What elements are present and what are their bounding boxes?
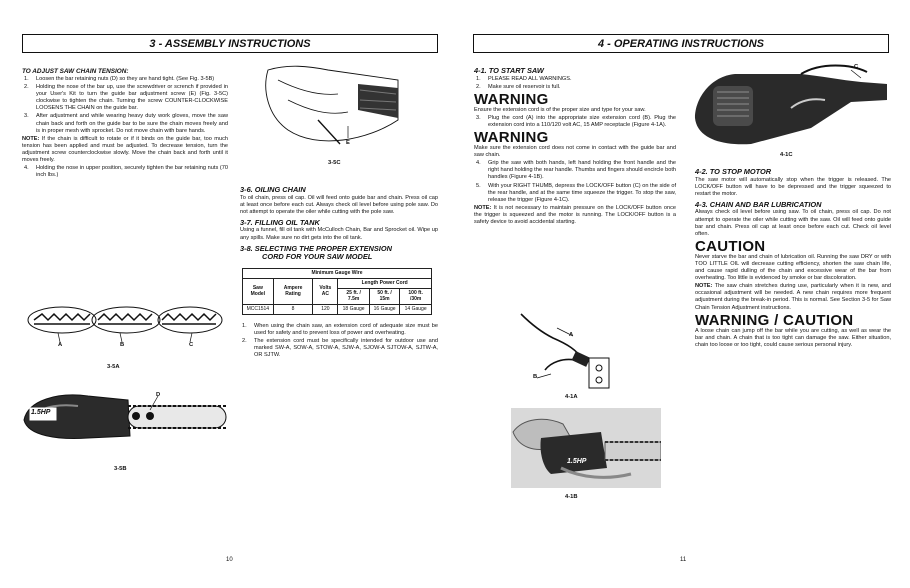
figure-caption-4-1a: 4-1A <box>565 394 578 400</box>
figure-caption-3-5c: 3-5C <box>328 160 341 166</box>
label-c: C <box>854 64 859 70</box>
page-number: 11 <box>680 557 687 563</box>
table-header: Saw Model <box>243 278 274 304</box>
table-header: Volts AC <box>313 278 338 304</box>
figure-caption-4-1b: 4-1B <box>565 494 578 500</box>
table-header: Length Power Cord <box>338 278 432 288</box>
table-header: 100 ft. /30m <box>400 288 432 304</box>
caution-text: Never starve the bar and chain of lubrication oil. Running the saw DRY or with TOO LITTLE OIL will decrease cutting efficiency, shorten the saw chain life, and cause rapid dulling of the chain and excessive wear of the bar from overheating. Too little is evidenced by smoke or bar discoloration. <box>695 253 891 282</box>
warning-caution-heading: WARNING / CAUTION <box>695 311 854 329</box>
saw-brand-label: 1.5HP <box>31 409 51 416</box>
start-saw-title: 4-1. TO START SAW <box>474 66 544 75</box>
table-caption: Minimum Gauge Wire <box>243 268 432 278</box>
table-cell: 14 Gauge <box>400 304 432 314</box>
figure-caption-4-1c: 4-1C <box>780 152 793 158</box>
cord-title: 3-8. SELECTING THE PROPER EXTENSION CORD FOR YOUR SAW MODEL <box>240 243 392 262</box>
gauge-table <box>242 268 432 315</box>
list-item: 3. Plug the cord (A) into the appropriate size extension cord (B). Plug the extension cord into a 110/120 volt AC, 15 AMP receptacle (Figure 4-1A). <box>476 114 676 128</box>
oiling-text: To oil chain, press oil cap. Oil will feed onto guide bar and chain. Press oil cap at least once before each cut. Always check oil level before using pole saw. Do not attempt to operate the oiler while cutting with the pole saw. <box>240 194 438 215</box>
start-saw-column <box>474 64 676 227</box>
stop-motor-column <box>695 165 891 350</box>
table-header: Ampere Rating <box>273 278 313 304</box>
section-header-assembly: 3 - ASSEMBLY INSTRUCTIONS <box>22 34 438 53</box>
filling-text: Using a funnel, fill oil tank with McCulloch Chain, Bar and Sprocket oil. Wipe up any spills. Make sure no dirt gets into the oil tank. <box>240 227 438 241</box>
list-item: 4. Grip the saw with both hands, left hand holding the front handle and the right hand holding the rear handle. Thumbs and fingers should encircle both handles (Figure 4-1B). <box>476 160 676 181</box>
table-row <box>243 304 432 314</box>
warning-heading: WARNING <box>474 129 549 147</box>
label-a: A <box>569 332 574 338</box>
label-a: A <box>58 342 63 348</box>
adjust-note: NOTE: If the chain is difficult to rotate or if it binds on the guide bar, too much tension has been applied and must be adjusted. To decrease tension, turn the adjustment screw counterclockwise slowly. Move the chain back and forth until it moves freely. <box>22 135 228 164</box>
label-e: E <box>346 140 350 146</box>
figure-caption-3-5a: 3-5A <box>107 364 120 370</box>
table-cell: MCC1514 <box>243 304 274 314</box>
page-right <box>455 0 910 588</box>
warning-heading: WARNING <box>474 90 549 108</box>
table-cell: 8 <box>273 304 313 314</box>
figure-caption-3-5b: 3-5B <box>114 466 127 472</box>
list-item: 3. After adjustment and while wearing heavy duty work gloves, move the saw chain back and forth on the guide bar to be sure the chain moves freely and is in proper mesh with sprocket. Do not move chain with bare hands. <box>24 113 228 134</box>
warning-text: Ensure the extension cord is of the proper size and type for your saw. <box>474 106 646 113</box>
table-cell: 16 Gauge <box>369 304 399 314</box>
figure-4-1b-grip-illustration <box>511 408 661 488</box>
oiling-column <box>240 183 438 360</box>
list-item: 5. With your RIGHT THUMB, depress the LOCK/OFF button (C) on the side of the rear handle, and at the same time squeeze the trigger. To stop the saw, release the trigger (Figure 4-1C). <box>476 182 676 203</box>
start-steps-list-2 <box>474 115 676 129</box>
warning-caution-text: A loose chain can jump off the bar while you are cutting, as well as wear the bar and chain. A chain that is too tight can damage the saw. Either situation, chain too loose or too tight, could cause serious personal injury. <box>695 327 891 348</box>
filling-title: 3-7. FILLING OIL TANK <box>240 217 320 227</box>
caution-heading: CAUTION <box>695 237 766 255</box>
figure-3-5a-chain-illustration <box>24 290 224 360</box>
start-steps-list-3 <box>474 160 676 204</box>
list-item: 2. Holding the nose of the bar up, use the screwdriver or scrench if provided in your User's Kit to turn the guide bar adjustment screw (E) (Fig. 3-5C) clockwise to tighten the chain. Turning the screw COUNTER-CLOCKWISE LOOSENS THE CHAIN on the guide bar. <box>24 84 228 112</box>
page-number: 10 <box>226 557 233 563</box>
stop-motor-title: 4-2. TO STOP MOTOR <box>695 167 772 176</box>
figure-3-5b-saw-illustration <box>18 378 230 458</box>
start-note: NOTE: It is not necessary to maintain pressure on the LOCK/OFF button once the trigger is squeezed and the motor is running. The LOCK/OFF button is a safety device to avoid accidental starting. <box>474 204 676 225</box>
section-header-operating: 4 - OPERATING INSTRUCTIONS <box>473 34 889 53</box>
oiling-title: 3-6. OILING CHAIN <box>240 185 306 194</box>
cord-steps-list <box>240 323 438 359</box>
list-item: 1. When using the chain saw, an extension cord of adequate size must be used for safety and to prevent loss of power and overheating. <box>242 322 438 336</box>
figure-4-1c-handle-illustration <box>691 58 891 150</box>
lubrication-text: Always check oil level before using saw. To oil chain, press oil cap. Do not attempt to operate the oiler while cutting with the saw. Oil will feed onto guide bar and chain. Press oil cap at least once before each cut. Check oil level often. <box>695 209 891 237</box>
list-item: 1. PLEASE READ ALL WARNINGS. <box>476 75 572 82</box>
chain-note: NOTE: The saw chain stretches during use, particularly when it is new, and occasional adjustment will be needed. A new chain requires more frequent adjustment during the break-in period. This is normal. See Section 3-5 for Saw Chain Tension Adjustment instructions. <box>695 283 892 311</box>
lubrication-title: 4-3. CHAIN AND BAR LUBRICATION <box>695 199 822 209</box>
list-item: 2. The extension cord must be specifically intended for outdoor use and marked SW-A, SOW-A, STOW-A, SJW-A, SJOW-A SJTOW-A, SJTW-A, OR SJTW. <box>242 338 438 359</box>
table-cell: 120 <box>313 304 338 314</box>
list-item: 4. Holding the nose in upper position, securely tighten the bar retaining nuts (70 inch lbs.) <box>24 165 228 179</box>
label-c: C <box>189 342 194 348</box>
table-header: 50 ft. / 15m <box>369 288 399 304</box>
adjust-steps-list-2 <box>22 165 228 179</box>
figure-4-1a-plug-illustration <box>517 310 617 394</box>
adjust-tension-column <box>22 66 228 180</box>
table-header: 25 ft. / 7.5m <box>338 288 370 304</box>
figure-3-5c-adjust-illustration <box>248 60 418 160</box>
list-item: 1. Loosen the bar retaining nuts (D) so they are hand tight. (See Fig. 3-5B) <box>24 76 215 82</box>
adjust-steps-list <box>22 76 228 135</box>
table-cell: 18 Gauge <box>338 304 370 314</box>
stop-motor-text: The saw motor will automatically stop when the trigger is released. The LOCK/OFF button will have to be depressed and the trigger squeezed to restart the motor. <box>695 176 891 197</box>
label-b: B <box>533 374 538 380</box>
warning-text: Make sure the extension cord does not come in contact with the guide bar and saw chain. <box>474 145 676 159</box>
label-d: D <box>156 392 161 398</box>
label-b: B <box>120 342 125 348</box>
list-item: 2. Make sure oil reservoir is full. <box>476 83 561 90</box>
start-steps-list <box>474 76 676 91</box>
adjust-tension-title: TO ADJUST SAW CHAIN TENSION: <box>22 68 129 75</box>
saw-brand-label: 1.5HP <box>567 458 587 465</box>
